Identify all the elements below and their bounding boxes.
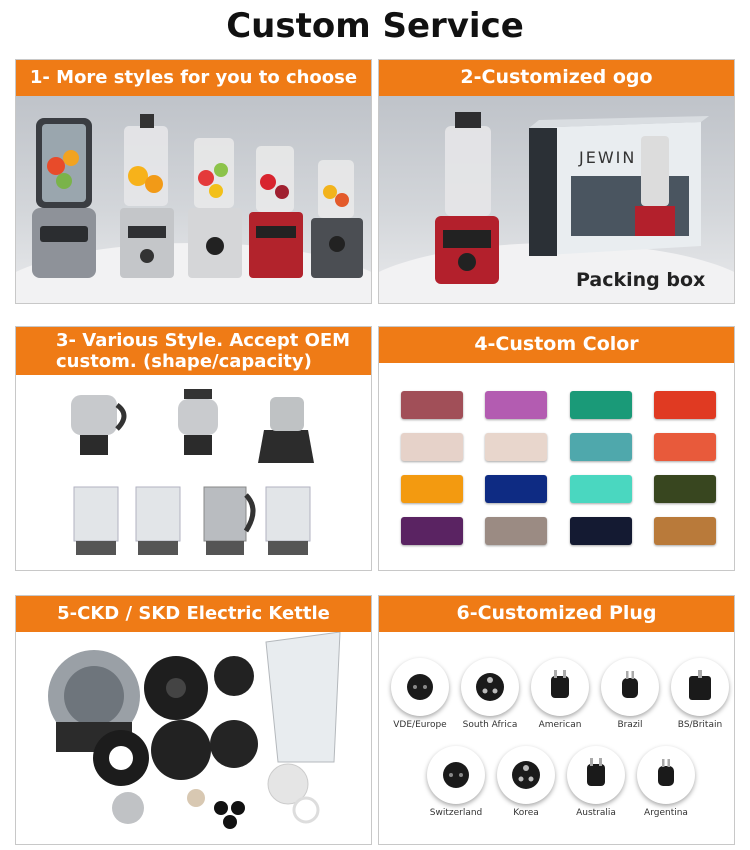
panel-ckd-skd: [15, 595, 372, 845]
panel-custom-color-header: 4-Custom Color: [379, 327, 734, 363]
color-swatch[interactable]: [654, 475, 716, 503]
plug-label: Argentina: [644, 808, 688, 818]
plug-korea-icon: [497, 746, 555, 804]
panel-logo-header: 2-Customized ogo: [379, 60, 734, 96]
plug-label: Korea: [513, 808, 539, 818]
panel-logo: [378, 59, 735, 304]
panel-plug: [378, 595, 735, 845]
plug-brazil-icon: [601, 658, 659, 716]
color-swatch[interactable]: [485, 517, 547, 545]
color-swatch[interactable]: [485, 391, 547, 419]
plug-vde-europe-icon: [391, 658, 449, 716]
box-brand-logo: JEWIN: [579, 148, 637, 167]
plug-label: BS/Britain: [677, 720, 723, 730]
panel-plug-header: 6-Customized Plug: [379, 596, 734, 632]
color-swatch[interactable]: [570, 475, 632, 503]
color-swatch[interactable]: [570, 517, 632, 545]
jar-variants-image: [16, 375, 372, 571]
plug-label: American: [538, 720, 582, 730]
panel-various-style-line1: 3- Various Style. Accept OEM: [56, 330, 351, 351]
plug-australia-icon: [567, 746, 625, 804]
plug-label: Australia: [576, 808, 616, 818]
panel-various-style-line2: custom. (shape/capacity): [56, 351, 312, 372]
plug-label: VDE/Europe: [393, 720, 447, 730]
parts-image: [16, 632, 372, 845]
packing-box-label: Packing box: [576, 269, 706, 291]
color-swatch[interactable]: [485, 433, 547, 461]
panel-ckd-skd-header: 5-CKD / SKD Electric Kettle: [16, 596, 371, 632]
color-swatch[interactable]: [654, 433, 716, 461]
page-title: Custom Service: [226, 6, 524, 46]
plug-label: Brazil: [617, 720, 643, 730]
plug-label: South Africa: [462, 720, 518, 730]
panel-custom-color: [378, 326, 735, 571]
color-swatch[interactable]: [570, 433, 632, 461]
plug-switzerland-icon: [427, 746, 485, 804]
color-swatch[interactable]: [485, 475, 547, 503]
panel-styles-header: 1- More styles for you to choose: [16, 60, 371, 96]
panel-various-style-header: [16, 327, 371, 375]
plug-south-africa-icon: [461, 658, 519, 716]
plug-bs-britain-icon: [671, 658, 729, 716]
color-swatch[interactable]: [654, 517, 716, 545]
color-swatch[interactable]: [401, 517, 463, 545]
color-swatch[interactable]: [570, 391, 632, 419]
panel-styles: [15, 59, 372, 304]
plug-label: Switzerland: [429, 808, 483, 818]
plug-american-icon: [531, 658, 589, 716]
color-swatch[interactable]: [401, 475, 463, 503]
color-swatch[interactable]: [401, 391, 463, 419]
color-swatch[interactable]: [654, 391, 716, 419]
plug-argentina-icon: [637, 746, 695, 804]
color-swatch[interactable]: [401, 433, 463, 461]
panel-various-style: [15, 326, 372, 571]
blender-lineup-image: [16, 96, 372, 304]
